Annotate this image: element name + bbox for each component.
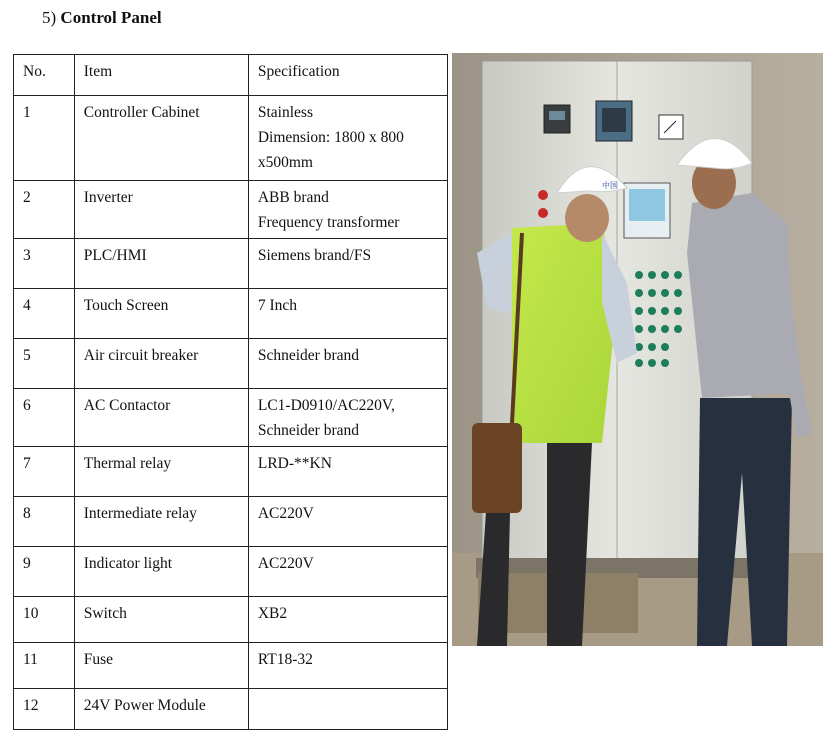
specification-line: Stainless	[257, 104, 313, 121]
helmet-logo-text: 中国	[602, 181, 618, 190]
item-name: Switch	[74, 597, 248, 643]
table-header-row	[14, 55, 448, 96]
row-number: 4	[14, 289, 75, 339]
spec-table	[13, 54, 448, 730]
item-name: Fuse	[74, 643, 248, 689]
table-row	[14, 547, 448, 597]
specification-line: AC220V	[257, 555, 314, 572]
table-row	[14, 181, 448, 239]
item-name: PLC/HMI	[74, 239, 248, 289]
row-number: 5	[14, 339, 75, 389]
specification	[248, 547, 447, 597]
specification	[248, 389, 447, 447]
specification	[248, 497, 447, 547]
row-number: 6	[14, 389, 75, 447]
item-name: Inverter	[74, 181, 248, 239]
control-panel-photo	[452, 53, 823, 646]
specification	[248, 96, 447, 181]
specification-line: Siemens brand/FS	[257, 247, 372, 264]
row-number: 1	[14, 96, 75, 181]
row-number: 8	[14, 497, 75, 547]
row-number: 11	[14, 643, 75, 689]
section-heading	[42, 8, 162, 28]
specification-line: AC220V	[257, 505, 314, 522]
specification-line: RT18-32	[257, 651, 313, 668]
specification-line: XB2	[257, 605, 288, 622]
column-header-no: No.	[14, 55, 75, 96]
table-row	[14, 643, 448, 689]
specification	[248, 239, 447, 289]
specification-line: Frequency transformer	[257, 214, 400, 231]
table-row	[14, 339, 448, 389]
item-name: Air circuit breaker	[74, 339, 248, 389]
specification-line: Dimension: 1800 x 800	[257, 129, 404, 146]
table-body	[14, 96, 448, 730]
specification-line: Schneider brand	[257, 422, 360, 439]
column-header-specification: Specification	[248, 55, 447, 96]
specification-line: Schneider brand	[257, 347, 360, 364]
item-name: 24V Power Module	[74, 689, 248, 730]
hmi-touch-screen	[624, 183, 670, 238]
specification	[248, 689, 447, 730]
specification	[248, 181, 447, 239]
column-header-item: Item	[74, 55, 248, 96]
row-number: 7	[14, 447, 75, 497]
table-row	[14, 239, 448, 289]
table-row	[14, 289, 448, 339]
table-row	[14, 689, 448, 730]
row-number: 3	[14, 239, 75, 289]
item-name: Controller Cabinet	[74, 96, 248, 181]
specification-line: ABB brand	[257, 189, 329, 206]
item-name: Touch Screen	[74, 289, 248, 339]
row-number: 12	[14, 689, 75, 730]
item-name: Intermediate relay	[74, 497, 248, 547]
item-name: AC Contactor	[74, 389, 248, 447]
section-number: 5)	[42, 8, 57, 27]
item-name: Thermal relay	[74, 447, 248, 497]
specification-line: 7 Inch	[257, 297, 298, 314]
section-title: Control Panel	[60, 8, 162, 27]
specification-line: x500mm	[257, 154, 313, 171]
specification	[248, 597, 447, 643]
specification	[248, 289, 447, 339]
specification-line: LC1-D0910/AC220V,	[257, 397, 395, 414]
row-number: 10	[14, 597, 75, 643]
item-name: Indicator light	[74, 547, 248, 597]
row-number: 9	[14, 547, 75, 597]
table-row	[14, 497, 448, 547]
specification-line: LRD-**KN	[257, 455, 332, 472]
row-number: 2	[14, 181, 75, 239]
specification	[248, 339, 447, 389]
table-row	[14, 96, 448, 181]
specification	[248, 643, 447, 689]
specification	[248, 447, 447, 497]
table-row	[14, 447, 448, 497]
table-row	[14, 597, 448, 643]
table-row	[14, 389, 448, 447]
